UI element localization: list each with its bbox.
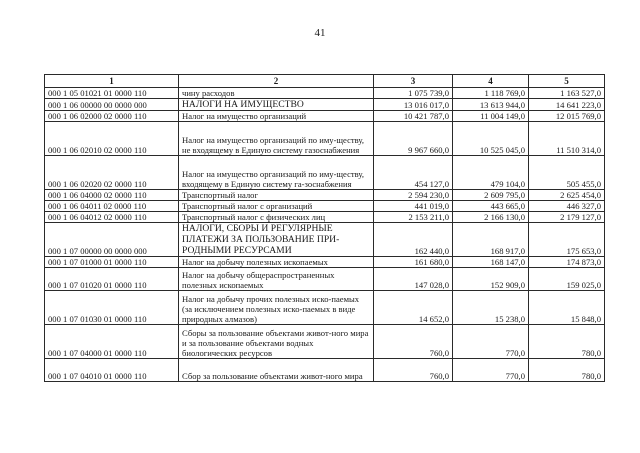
table-row <box>45 88 605 99</box>
value-year-2-cell: 15 238,0 <box>453 291 529 325</box>
value-year-1-cell: 162 440,0 <box>374 223 453 257</box>
value-year-3-cell: 2 625 454,0 <box>529 190 605 201</box>
value-year-3-cell: 14 641 223,0 <box>529 99 605 111</box>
budget-code-cell: 000 1 07 00000 00 0000 000 <box>45 223 179 257</box>
value-year-2-cell: 11 004 149,0 <box>453 111 529 122</box>
value-year-2-cell: 168 147,0 <box>453 257 529 268</box>
value-year-1-cell: 2 153 211,0 <box>374 212 453 223</box>
value-year-1-cell: 1 075 739,0 <box>374 88 453 99</box>
value-year-2-cell: 443 665,0 <box>453 201 529 212</box>
budget-code-cell: 000 1 06 04011 02 0000 110 <box>45 201 179 212</box>
value-year-1-cell: 441 019,0 <box>374 201 453 212</box>
budget-code-cell: 000 1 06 04012 02 0000 110 <box>45 212 179 223</box>
value-year-2-cell: 168 917,0 <box>453 223 529 257</box>
value-year-3-cell: 446 327,0 <box>529 201 605 212</box>
value-year-3-cell: 159 025,0 <box>529 268 605 291</box>
item-name-cell: Транспортный налог с организаций <box>179 201 374 212</box>
item-name-cell: Налог на имущество организаций по иму-ществу, входящему в Единую систему га-зоснабжения <box>179 156 374 190</box>
header-row <box>45 75 605 88</box>
table-row <box>45 212 605 223</box>
header-col-5: 5 <box>529 75 605 88</box>
value-year-3-cell: 15 848,0 <box>529 291 605 325</box>
header-col-2: 2 <box>179 75 374 88</box>
budget-code-cell: 000 1 07 01000 01 0000 110 <box>45 257 179 268</box>
value-year-2-cell: 479 104,0 <box>453 156 529 190</box>
value-year-2-cell: 2 166 130,0 <box>453 212 529 223</box>
item-name-cell: Налог на добычу полезных ископаемых <box>179 257 374 268</box>
item-name-cell: Налог на имущество организаций <box>179 111 374 122</box>
value-year-2-cell: 10 525 045,0 <box>453 122 529 156</box>
budget-code-cell: 000 1 06 04000 02 0000 110 <box>45 190 179 201</box>
budget-code-cell: 000 1 07 01030 01 0000 110 <box>45 291 179 325</box>
value-year-2-cell: 13 613 944,0 <box>453 99 529 111</box>
value-year-1-cell: 161 680,0 <box>374 257 453 268</box>
value-year-2-cell: 770,0 <box>453 325 529 359</box>
page-number: 41 <box>314 27 326 39</box>
table-row <box>45 99 605 111</box>
header-col-4: 4 <box>453 75 529 88</box>
item-name-cell: НАЛОГИ, СБОРЫ И РЕГУЛЯРНЫЕ ПЛАТЕЖИ ЗА ПОЛЬЗОВАНИЕ ПРИ-РОДНЫМИ РЕСУРСАМИ <box>179 223 374 257</box>
budget-code-cell: 000 1 07 04000 01 0000 110 <box>45 325 179 359</box>
table-row <box>45 325 605 359</box>
value-year-1-cell: 10 421 787,0 <box>374 111 453 122</box>
budget-code-cell: 000 1 06 02010 02 0000 110 <box>45 122 179 156</box>
table-row <box>45 190 605 201</box>
value-year-3-cell: 175 653,0 <box>529 223 605 257</box>
table-row <box>45 223 605 257</box>
item-name-cell: Транспортный налог <box>179 190 374 201</box>
budget-code-cell: 000 1 07 01020 01 0000 110 <box>45 268 179 291</box>
value-year-3-cell: 1 163 527,0 <box>529 88 605 99</box>
value-year-1-cell: 760,0 <box>374 325 453 359</box>
header-col-1: 1 <box>45 75 179 88</box>
item-name-cell: Налог на имущество организаций по иму-ществу, не входящему в Единую систему газоснабжения <box>179 122 374 156</box>
table-row <box>45 122 605 156</box>
budget-code-cell: 000 1 05 01021 01 0000 110 <box>45 88 179 99</box>
value-year-3-cell: 505 455,0 <box>529 156 605 190</box>
table-row <box>45 359 605 382</box>
value-year-1-cell: 9 967 660,0 <box>374 122 453 156</box>
value-year-3-cell: 780,0 <box>529 359 605 382</box>
value-year-3-cell: 12 015 769,0 <box>529 111 605 122</box>
value-year-2-cell: 2 609 795,0 <box>453 190 529 201</box>
budget-table <box>44 74 605 382</box>
item-name-cell: Сборы за пользование объектами живот-ного мира и за пользование объектами водных биологических ресурсов <box>179 325 374 359</box>
budget-code-cell: 000 1 07 04010 01 0000 110 <box>45 359 179 382</box>
item-name-cell: НАЛОГИ НА ИМУЩЕСТВО <box>179 99 374 111</box>
table-row <box>45 111 605 122</box>
item-name-cell: чину расходов <box>179 88 374 99</box>
item-name-cell: Налог на добычу общераспространенных полезных ископаемых <box>179 268 374 291</box>
value-year-1-cell: 13 016 017,0 <box>374 99 453 111</box>
table-row <box>45 291 605 325</box>
value-year-3-cell: 11 510 314,0 <box>529 122 605 156</box>
budget-code-cell: 000 1 06 02000 02 0000 110 <box>45 111 179 122</box>
value-year-1-cell: 454 127,0 <box>374 156 453 190</box>
value-year-3-cell: 2 179 127,0 <box>529 212 605 223</box>
value-year-2-cell: 152 909,0 <box>453 268 529 291</box>
item-name-cell: Транспортный налог с физических лиц <box>179 212 374 223</box>
value-year-1-cell: 147 028,0 <box>374 268 453 291</box>
value-year-1-cell: 2 594 230,0 <box>374 190 453 201</box>
header-col-3: 3 <box>374 75 453 88</box>
table-row <box>45 257 605 268</box>
value-year-1-cell: 760,0 <box>374 359 453 382</box>
value-year-3-cell: 174 873,0 <box>529 257 605 268</box>
table-row <box>45 201 605 212</box>
value-year-3-cell: 780,0 <box>529 325 605 359</box>
value-year-2-cell: 770,0 <box>453 359 529 382</box>
table-body <box>45 88 605 382</box>
value-year-2-cell: 1 118 769,0 <box>453 88 529 99</box>
table-row <box>45 156 605 190</box>
budget-code-cell: 000 1 06 02020 02 0000 110 <box>45 156 179 190</box>
value-year-1-cell: 14 652,0 <box>374 291 453 325</box>
item-name-cell: Налог на добычу прочих полезных иско-паемых (за исключением полезных иско-паемых в виде природных алмазов) <box>179 291 374 325</box>
table-row <box>45 268 605 291</box>
item-name-cell: Сбор за пользование объектами живот-ного мира <box>179 359 374 382</box>
budget-code-cell: 000 1 06 00000 00 0000 000 <box>45 99 179 111</box>
